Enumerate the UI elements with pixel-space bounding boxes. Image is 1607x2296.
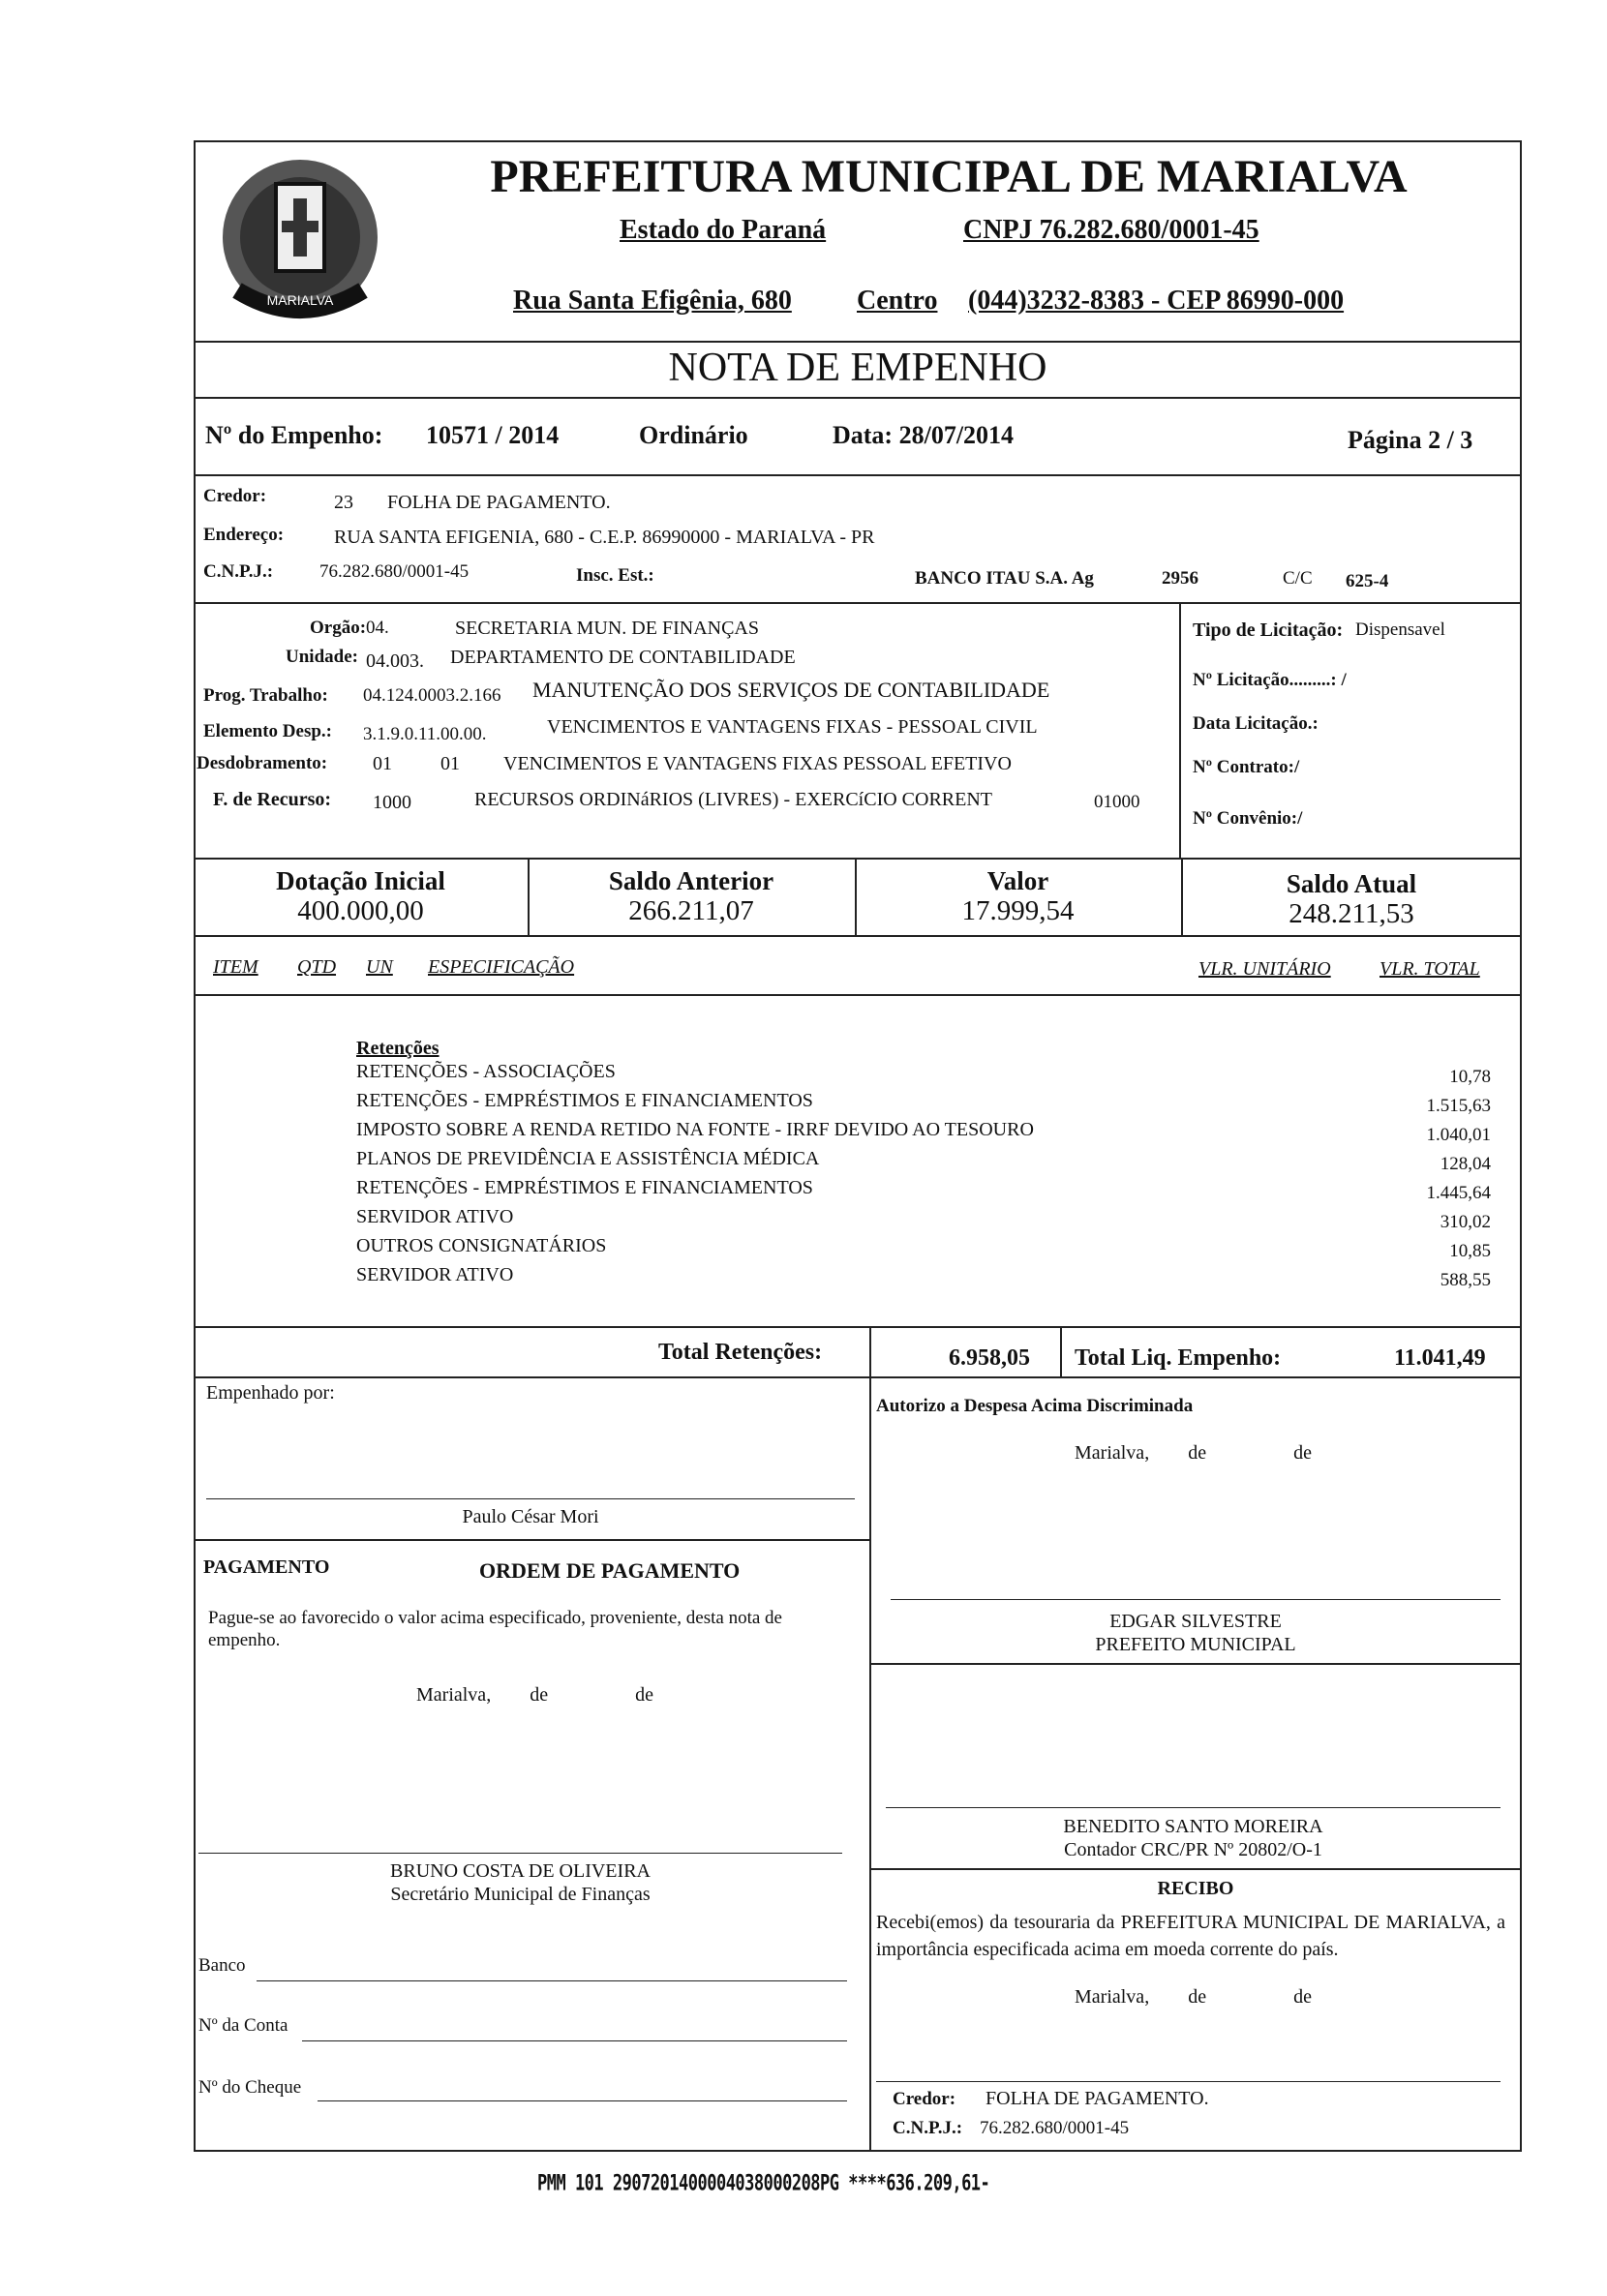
empenho-number: 10571 / 2014 <box>426 421 560 449</box>
recibo-credor-label: Credor: <box>893 2089 956 2109</box>
ordem-pagamento-label: ORDEM DE PAGAMENTO <box>479 1558 741 1583</box>
dotacao-inicial-label: Dotação Inicial <box>276 866 445 895</box>
orgao-label: Orgão: <box>310 618 367 638</box>
prog-label: Prog. Trabalho: <box>203 685 328 706</box>
list-item: PLANOS DE PREVIDÊNCIA E ASSISTÊNCIA MÉDICA <box>356 1148 820 1169</box>
saldo-atual-value: 248.211,53 <box>1289 898 1414 929</box>
svg-text:MARIALVA: MARIALVA <box>266 292 334 308</box>
municipal-seal <box>208 145 392 329</box>
divider <box>194 1376 1522 1378</box>
divider <box>194 341 1522 343</box>
divider <box>1179 602 1181 859</box>
col-vlr-total: VLR. TOTAL <box>1380 958 1480 980</box>
recibo-credor-value: FOLHA DE PAGAMENTO. <box>985 2088 1209 2109</box>
recurso-code: 1000 <box>373 792 411 813</box>
list-item: RETENÇÕES - EMPRÉSTIMOS E FINANCIAMENTOS <box>356 1177 813 1198</box>
secretario-name: BRUNO COSTA DE OLIVEIRA <box>390 1860 651 1882</box>
recibo-cnpj-label: C.N.P.J.: <box>893 2118 963 2138</box>
desdobramento-name: VENCIMENTOS E VANTAGENS FIXAS PESSOAL EFETIVO <box>503 753 1012 774</box>
empenho-type: Ordinário <box>639 421 748 449</box>
conta-label: Nº da Conta <box>198 2015 288 2036</box>
saldo-anterior-label: Saldo Anterior <box>608 866 774 895</box>
endereco-value: RUA SANTA EFIGENIA, 680 - C.E.P. 86990000 - MARIALVA - PR <box>334 527 875 548</box>
list-item: SERVIDOR ATIVO <box>356 1206 514 1227</box>
saldo-atual-label: Saldo Atual <box>1286 869 1417 898</box>
dotacao-inicial-value: 400.000,00 <box>297 895 424 926</box>
recibo-text: Recebi(emos) da tesouraria da PREFEITURA MUNICIPAL DE MARIALVA, a importância especificada acima em moeda corrente do país. <box>876 1912 1505 1960</box>
secretario-title: Secretário Municipal de Finanças <box>390 1884 651 1905</box>
list-item-value: 1.445,64 <box>1426 1183 1491 1203</box>
list-item: RETENÇÕES - EMPRÉSTIMOS E FINANCIAMENTOS <box>356 1090 813 1111</box>
divider <box>869 1326 871 1376</box>
list-item-value: 10,85 <box>1449 1241 1491 1261</box>
insc-label: Insc. Est.: <box>576 565 654 586</box>
col-un: UN <box>366 956 393 978</box>
empenhado-por-label: Empenhado por: <box>206 1382 335 1404</box>
credor-name: FOLHA DE PAGAMENTO. <box>387 492 611 513</box>
contador-title: Contador CRC/PR Nº 20802/O-1 <box>1064 1839 1322 1860</box>
col-especificacao: ESPECIFICAÇÃO <box>428 956 575 978</box>
empenho-label: Nº do Empenho: <box>205 421 383 449</box>
signature-line <box>886 1807 1501 1808</box>
state-name: Estado do Paraná <box>620 215 827 245</box>
divider <box>1060 1326 1062 1376</box>
municipality-title: PREFEITURA MUNICIPAL DE MARIALVA <box>490 151 1408 202</box>
bank-stamp: PMM 101 2907201400004038000208PG ****636.209,61- <box>537 2171 990 2196</box>
bank-name: BANCO ITAU S.A. Ag <box>915 568 1094 589</box>
total-retencoes-value: 6.958,05 <box>949 1345 1030 1371</box>
header-cnpj: CNPJ 76.282.680/0001-45 <box>963 215 1259 245</box>
divider <box>194 858 1522 860</box>
cnpj-label: C.N.P.J.: <box>203 561 274 582</box>
divider <box>869 1663 1522 1665</box>
list-item-value: 588,55 <box>1440 1270 1491 1290</box>
prefeito-name: EDGAR SILVESTRE <box>1109 1611 1282 1632</box>
header-district: Centro <box>857 286 938 316</box>
credor-code: 23 <box>334 492 353 513</box>
valor-label: Valor <box>986 866 1049 895</box>
prog-code: 04.124.0003.2.166 <box>363 685 501 706</box>
header-address: Rua Santa Efigênia, 680 <box>513 286 792 316</box>
prog-name: MANUTENÇÃO DOS SERVIÇOS DE CONTABILIDADE <box>532 678 1050 702</box>
desdobramento-label: Desdobramento: <box>197 753 328 773</box>
elemento-label: Elemento Desp.: <box>203 721 332 741</box>
list-item-value: 128,04 <box>1440 1154 1491 1174</box>
divider <box>869 1376 871 2152</box>
elemento-name: VENCIMENTOS E VANTAGENS FIXAS - PESSOAL CIVIL <box>547 716 1038 738</box>
document-title: NOTA DE EMPENHO <box>668 346 1047 390</box>
elemento-code: 3.1.9.0.11.00.00. <box>363 724 487 744</box>
divider <box>194 474 1522 476</box>
valor-value: 17.999,54 <box>961 895 1075 926</box>
divider <box>869 1868 1522 1870</box>
unidade-name: DEPARTAMENTO DE CONTABILIDADE <box>450 647 796 668</box>
recibo-cnpj-value: 76.282.680/0001-45 <box>980 2118 1130 2138</box>
list-item: OUTROS CONSIGNATÁRIOS <box>356 1235 607 1256</box>
signature-line <box>876 2081 1501 2082</box>
list-item-value: 1.040,01 <box>1426 1125 1491 1145</box>
tipo-licitacao-value: Dispensavel <box>1355 619 1445 640</box>
divider <box>194 602 1522 604</box>
signature-line <box>891 1599 1501 1600</box>
conta-field[interactable] <box>302 2040 847 2041</box>
cheque-label: Nº do Cheque <box>198 2077 302 2098</box>
divider <box>194 994 1522 996</box>
recurso-extra: 01000 <box>1094 792 1140 812</box>
saldo-anterior-value: 266.211,07 <box>628 895 754 926</box>
empenho-date: Data: 28/07/2014 <box>833 421 1015 449</box>
page-number: Página 2 / 3 <box>1348 426 1473 454</box>
data-licitacao: Data Licitação.: <box>1193 713 1319 734</box>
list-item: RETENÇÕES - ASSOCIAÇÕES <box>356 1061 616 1082</box>
cc-label: C/C <box>1283 568 1313 589</box>
credor-label: Credor: <box>203 486 267 506</box>
banco-field[interactable] <box>257 1980 847 1981</box>
empenhado-por-name: Paulo César Mori <box>462 1506 599 1527</box>
list-item: IMPOSTO SOBRE A RENDA RETIDO NA FONTE - IRRF DEVIDO AO TESOURO <box>356 1119 1034 1140</box>
recibo-date-line: Marialva, de de <box>1075 1986 1312 2008</box>
licitacao-number: Nº Licitação.........: / <box>1193 670 1347 690</box>
cc-value: 625-4 <box>1346 571 1389 591</box>
total-liquido-value: 11.041,49 <box>1394 1345 1486 1371</box>
autorizo-label: Autorizo a Despesa Acima Discriminada <box>876 1396 1194 1416</box>
divider <box>194 397 1522 399</box>
header-phone-cep: (044)3232-8383 - CEP 86990-000 <box>968 286 1345 316</box>
divider <box>194 1326 1522 1328</box>
autorizo-date-line: Marialva, de de <box>1075 1442 1312 1464</box>
convenio-number: Nº Convênio:/ <box>1193 808 1303 829</box>
desdobramento-b: 01 <box>440 753 460 774</box>
prefeito-title: PREFEITO MUNICIPAL <box>1095 1634 1296 1655</box>
list-item: SERVIDOR ATIVO <box>356 1264 514 1285</box>
signature-line <box>198 1853 842 1854</box>
recurso-label: F. de Recurso: <box>213 789 332 810</box>
desdobramento-a: 01 <box>373 753 392 774</box>
retencoes-title: Retenções <box>356 1038 440 1059</box>
bank-agency: 2956 <box>1162 568 1198 589</box>
banco-label: Banco <box>198 1955 246 1976</box>
col-vlr-unitario: VLR. UNITÁRIO <box>1198 958 1331 980</box>
recurso-name: RECURSOS ORDINáRIOS (LIVRES) - EXERCíCIO CORRENT <box>474 789 993 810</box>
unidade-code: 04.003. <box>366 650 424 672</box>
pagamento-label: PAGAMENTO <box>203 1556 330 1578</box>
list-item-value: 310,02 <box>1440 1212 1491 1232</box>
cheque-field[interactable] <box>318 2100 847 2101</box>
seal-icon <box>208 145 392 329</box>
list-item-value: 1.515,63 <box>1426 1096 1491 1116</box>
contrato-number: Nº Contrato:/ <box>1193 757 1300 777</box>
total-retencoes-label: Total Retenções: <box>658 1340 823 1365</box>
recibo-title: RECIBO <box>1157 1878 1234 1899</box>
total-liquido-label: Total Liq. Empenho: <box>1075 1345 1282 1371</box>
contador-name: BENEDITO SANTO MOREIRA <box>1063 1816 1323 1837</box>
tipo-licitacao-label: Tipo de Licitação: <box>1193 619 1344 641</box>
cnpj-value: 76.282.680/0001-45 <box>319 561 470 582</box>
endereco-label: Endereço: <box>203 525 285 545</box>
pague-se-text: Pague-se ao favorecido o valor acima especificado, proveniente, desta nota de empenho. <box>208 1608 782 1650</box>
orgao-code: 04. <box>366 618 389 638</box>
col-item: ITEM <box>213 956 258 978</box>
divider <box>194 935 1522 937</box>
col-qtd: QTD <box>297 956 337 978</box>
signature-line <box>206 1498 855 1499</box>
unidade-label: Unidade: <box>286 647 358 667</box>
pagamento-date-line: Marialva, de de <box>416 1684 653 1706</box>
divider <box>194 1539 869 1541</box>
list-item-value: 10,78 <box>1449 1067 1491 1087</box>
orgao-name: SECRETARIA MUN. DE FINANÇAS <box>455 618 759 639</box>
